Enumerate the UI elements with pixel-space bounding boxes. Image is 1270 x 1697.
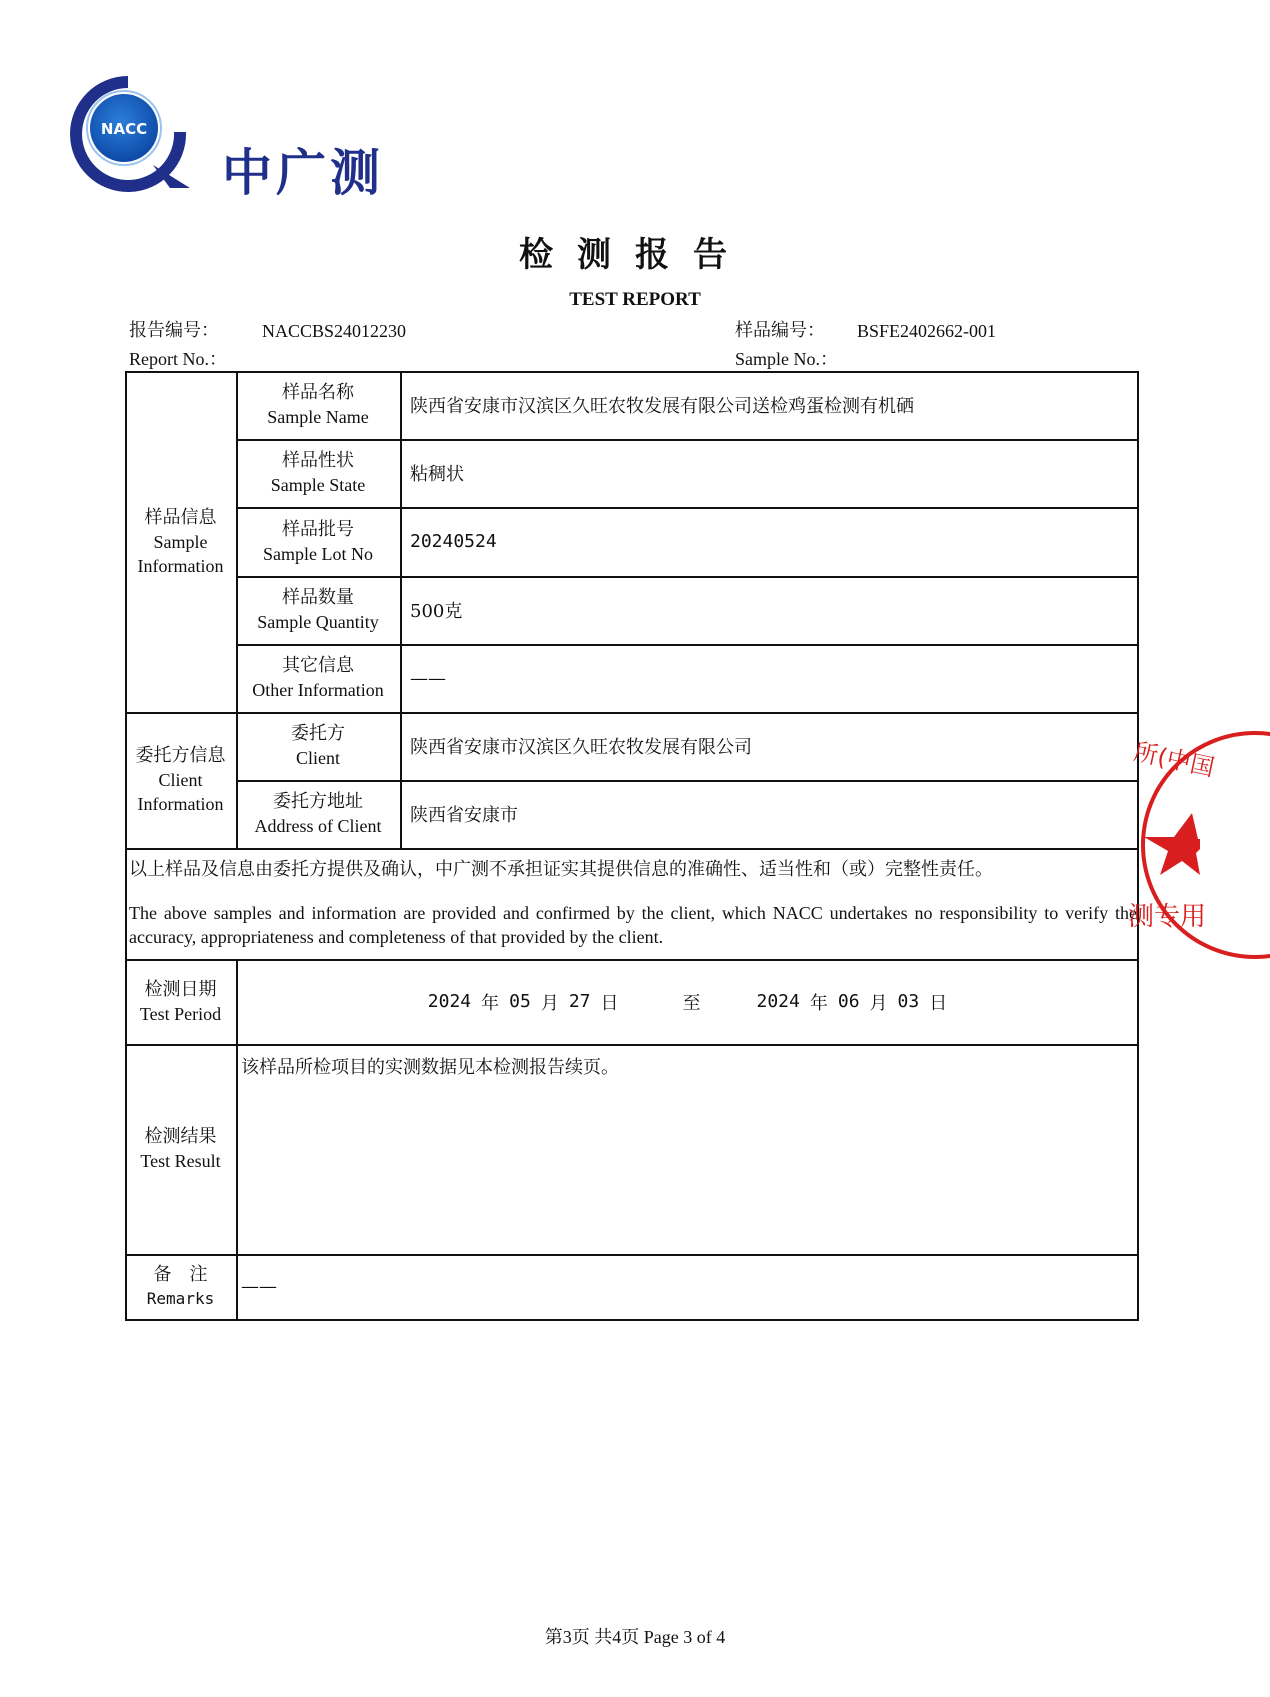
end-year: 2024	[756, 991, 800, 1012]
divider	[125, 848, 1139, 850]
end-month: 06	[837, 991, 860, 1012]
to-char: 至	[682, 992, 701, 1014]
svg-text:测专用: 测专用	[1128, 902, 1207, 932]
client-label: 委托方 Client	[291, 723, 345, 768]
other-info-value: ——	[410, 667, 446, 689]
report-no-label-en: Report No.：	[129, 349, 227, 369]
sample-info-group-label: 样品信息 Sample Information	[137, 506, 224, 576]
divider	[125, 1044, 1139, 1046]
sample-name-label: 样品名称 Sample Name	[267, 382, 369, 427]
other-info-label: 其它信息 Other Information	[252, 655, 384, 700]
sample-lot-value: 20240524	[410, 531, 497, 552]
sample-no-label-en: Sample No.：	[735, 349, 838, 369]
sample-no-label-cn: 样品编号：	[735, 320, 825, 341]
start-year: 2024	[427, 991, 472, 1012]
year-char: 年	[809, 992, 828, 1014]
report-title-en: TEST REPORT	[569, 289, 701, 310]
end-day: 03	[897, 991, 920, 1012]
sample-lot-label: 样品批号 Sample Lot No	[263, 518, 373, 564]
brand-name: 中广测	[222, 144, 384, 202]
divider	[125, 1254, 1139, 1256]
start-month: 05	[509, 991, 531, 1012]
month-char: 月	[869, 992, 888, 1014]
table-border-bottom	[125, 1319, 1139, 1321]
client-address-value: 陕西省安康市	[410, 805, 518, 826]
month-char: 月	[540, 992, 559, 1014]
sample-state-label: 样品性状 Sample State	[270, 450, 366, 495]
test-result-value: 该样品所检项目的实测数据见本检测报告续页。	[241, 1057, 619, 1078]
start-day: 27	[568, 991, 591, 1012]
client-value: 陕西省安康市汉滨区久旺农牧发展有限公司	[410, 737, 752, 758]
client-info-group-label: 委托方信息 Client Information	[135, 745, 226, 814]
sample-no-value: BSFE2402662-001	[857, 321, 997, 341]
seal-star-icon	[1128, 725, 1217, 965]
disclaimer-cn: 以上样品及信息由委托方提供及确认，中广测不承担证实其提供信息的准确性、适当性和（或）完整性责任。	[129, 859, 993, 880]
svg-text:所(中国: 所(中国	[1131, 737, 1217, 782]
report-table	[125, 371, 1139, 1321]
report-no-label-cn: 报告编号：	[129, 320, 219, 341]
test-period-value	[238, 959, 1137, 1044]
page-footer: 第3页 共4页 Page 3 of 4	[544, 1627, 726, 1647]
sample-quantity-value: 500克	[410, 601, 463, 622]
remarks-value: ——	[241, 1276, 277, 1297]
test-result-label: 检测结果 Test Result	[140, 1126, 221, 1171]
report-no-value: NACCBS24012230	[262, 321, 407, 341]
day-char: 日	[600, 992, 619, 1014]
sample-quantity-label: 样品数量 Sample Quantity	[257, 587, 379, 632]
official-seal-stamp	[1128, 725, 1217, 965]
svg-text:NACC: NACC	[100, 120, 148, 138]
sample-name-value: 陕西省安康市汉滨区久旺农牧发展有限公司送检鸡蛋检测有机硒	[410, 396, 914, 417]
year-char: 年	[481, 992, 500, 1014]
report-title-cn: 检测报告	[519, 235, 751, 275]
client-address-label: 委托方地址 Address of Client	[254, 791, 382, 836]
sample-state-value: 粘稠状	[410, 464, 464, 485]
test-period-label: 检测日期 Test Period	[139, 978, 222, 1024]
day-char: 日	[929, 992, 948, 1014]
remarks-label: 备 注 Remarks	[146, 1263, 215, 1308]
disclaimer-en: The above samples and information are provided and confirmed by the client, which NACC undertakes no responsibility to verify the accuracy, appropriateness and completeness of that provided by the client.	[129, 903, 1137, 947]
